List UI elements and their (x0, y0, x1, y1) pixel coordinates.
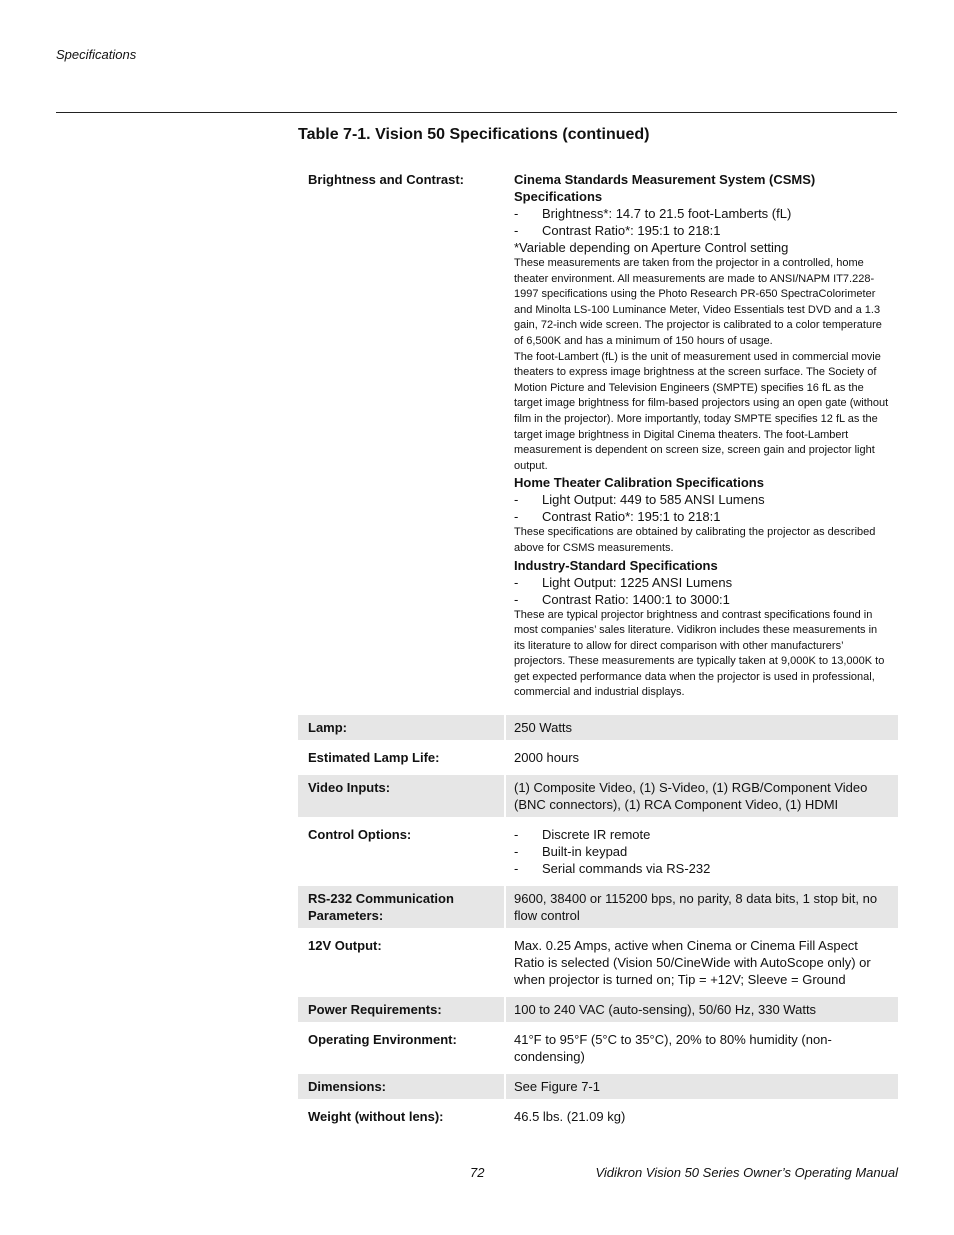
row-label: Video Inputs: (298, 775, 504, 817)
row-control-options (298, 822, 898, 881)
list-item: - Light Output: 449 to 585 ANSI Lumens (514, 492, 765, 508)
header-rule (56, 112, 897, 113)
row-value: 100 to 240 VAC (auto-sensing), 50/60 Hz, 330 Watts (506, 997, 898, 1022)
home-heading: Home Theater Calibration Specifications (514, 475, 764, 491)
row-label: Dimensions: (298, 1074, 504, 1099)
row-weight (298, 1104, 898, 1129)
csms-paragraph-1: These measurements are taken from the projector in a controlled, home theater environment. All measurements are made to ANSI/NAPM IT7.228-1997 specifications using the Photo Research PR-650 SpectraColorimeter and Minolta LS-100 Luminance Meter, Video Essentials test DVD and a 1.3 gain, 72-inch wide screen. The projector is calibrated to a color temperature of 6,500K and has a minimum of 150 hours of usage. (514, 257, 882, 347)
row-value: See Figure 7-1 (506, 1074, 898, 1099)
row-operating-env (298, 1027, 898, 1069)
list-item: - Contrast Ratio: 1400:1 to 3000:1 (514, 591, 730, 607)
row-value: 2000 hours (514, 750, 580, 766)
row-video-inputs (298, 775, 898, 817)
row-dimensions (298, 1074, 898, 1099)
manual-title: Vidikron Vision 50 Series Owner’s Operating Manual (595, 1165, 898, 1180)
row-value: Max. 0.25 Amps, active when Cinema or Cinema Fill Aspect Ratio is selected (Vision 50/CineWide with AutoScope only) or when projector is turned on; Tip = +12V; Sleeve = Ground (514, 938, 871, 988)
row-label: Lamp: (298, 715, 504, 740)
list-item: - Light Output: 1225 ANSI Lumens (514, 574, 733, 590)
row-value: 9600, 38400 or 115200 bps, no parity, 8 data bits, 1 stop bit, no flow control (506, 886, 898, 928)
page-number: 72 (470, 1165, 485, 1180)
row-label: Operating Environment: (308, 1032, 457, 1048)
row-value: 250 Watts (506, 715, 898, 740)
row-label: Control Options: (308, 827, 412, 843)
row-value: 41°F to 95°F (5°C to 35°C), 20% to 80% humidity (non-condensing) (514, 1032, 832, 1065)
csms-paragraph-2: The foot-Lambert (fL) is the unit of measurement used in commercial movie theaters to express image brightness at the screen surface. The Society of Motion Picture and Television Engineers (SMPTE) specifies 16 fL as the target image brightness for film-based projectors using an open gate (without film in the projector). More importantly, today SMPTE specifies 12 fL as the target image brightness in Digital Cinema theaters. The foot-Lambert measurement is dependent on screen size, screen gain and projector light output. (514, 350, 889, 472)
row-label: RS-232 Communication Parameters: (298, 886, 504, 928)
row-value (506, 167, 898, 705)
list-item: - Serial commands via RS-232 (514, 861, 711, 877)
list-item: - Contrast Ratio*: 195:1 to 218:1 (514, 509, 721, 525)
row-power (298, 997, 898, 1022)
variable-note: *Variable depending on Aperture Control setting (514, 240, 789, 255)
row-label: 12V Output: (308, 938, 382, 954)
list-item: - Discrete IR remote (514, 827, 651, 843)
spec-table (298, 167, 898, 1134)
table-title: Table 7-1. Vision 50 Specifications (continued) (298, 126, 650, 143)
industry-heading: Industry-Standard Specifications (514, 557, 718, 573)
list-item: - Brightness*: 14.7 to 21.5 foot-Lamberts (fL) (514, 206, 792, 221)
row-12v-output (298, 933, 898, 992)
row-lamp (298, 715, 898, 740)
row-lamp-life (298, 745, 898, 770)
row-label: Power Requirements: (298, 997, 504, 1022)
row-label: Weight (without lens): (308, 1109, 444, 1125)
csms-heading: Cinema Standards Measurement System (CSMS) Specifications (514, 172, 816, 204)
list-item: - Contrast Ratio*: 195:1 to 218:1 (514, 223, 721, 238)
home-paragraph: These specifications are obtained by calibrating the projector as described above for CSMS measurements. (514, 526, 876, 554)
industry-paragraph: These are typical projector brightness and contrast specifications found in most companies’ sales literature. Vidikron includes these measurements in its literature to allow for direct comparison with other manufacturers’ projectors. These measurements are typically taken at 9,000K to 13,000K to get expected performance data when the projector is used in professional, commercial and industrial displays. (514, 608, 885, 699)
row-rs232 (298, 886, 898, 928)
row-brightness (298, 167, 898, 705)
row-value (506, 822, 898, 881)
row-value: (1) Composite Video, (1) S-Video, (1) RGB/Component Video (BNC connectors), (1) RCA Component Video, (1) HDMI (506, 775, 898, 817)
row-label: Brightness and Contrast: (308, 172, 465, 187)
list-item: - Built-in keypad (514, 844, 628, 860)
row-value: 46.5 lbs. (21.09 kg) (514, 1109, 626, 1125)
running-header: Specifications (56, 47, 137, 62)
row-label: Estimated Lamp Life: (308, 750, 440, 766)
